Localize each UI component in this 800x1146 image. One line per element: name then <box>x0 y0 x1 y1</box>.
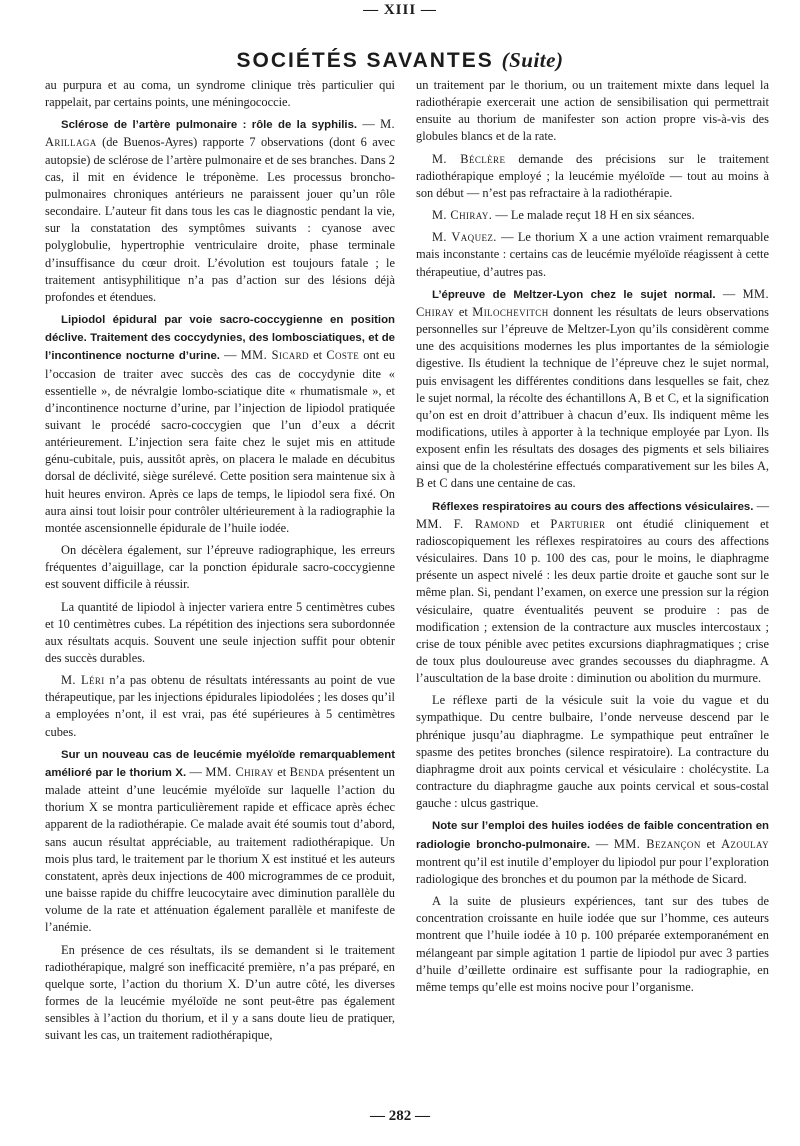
author-name: MM. Bezançon <box>613 836 701 851</box>
conjunction: et <box>458 304 468 319</box>
paragraph-text: donnent les résultats de leurs observations personnelles sur l’épreuve de Meltzer-Lyon qu’ils considèrent comme une des acquisitions modernes les plus importantes de la sémiologie digestive. Ils étudient la technique de l’épreuve chez le sujet normal, puis envisagent les différentes conditions dans lesquelles se fait, chez le sujet normal, la récolte des échantillons A, B et C, et la signification qu’on est en droit d’attribuer à chacun d’eux. Ils indiquent même les modifications, utiles à apporter à la technique employée par Lyon. Ils exposent enfin les résultats des dosages des pigments et sels biliaires ainsi que de la cholestérine effectués comparativement sur les biles A, B et C dans une centaine de cas. <box>416 304 769 491</box>
author-name: Coste <box>326 348 360 363</box>
section-heading: Note sur l’emploi des huiles iodées de faible concentration en radiologie broncho-pulmonaire. <box>416 820 769 851</box>
conjunction: et <box>277 764 287 779</box>
conjunction: et <box>706 836 716 851</box>
paragraph <box>45 672 395 741</box>
roman-page-number: — XIII — <box>363 2 437 18</box>
left-column <box>45 77 395 1049</box>
author-name: M. Vaquez. <box>432 230 497 245</box>
paragraph: Réflexes respiratoires au cours des affections vésiculaires. — MM. F. Ramond et Parturier ont étudié cliniquement et radioscopiquement les réflexes respiratoires au cours des affections vésiculaires. Dans 10 p. 100 des cas, pour le moins, le diaphragme présente un aspect nivelé : les deux partie droite et gauche sont sur le même plan. Si, pendant l’examen, on exerce une pression sur la région vésiculaire, quatre éventualités peuvent se produire : pas de modification ; extension de la contracture aux muscles intercostaux ; crise de toux pénible avec petites excursions diaphragmatiques ; crise de toux plus douloureuse avec grandes secousses du diaphragme. A l’auscultation de la base droite : diminution ou abolition du murmure. <box>416 498 769 686</box>
section-heading: Lipiodol épidural par voie sacro-coccygienne en position déclive. Traitement des coccydynies, des lombosciatiques, et de l’incontinence nocturne d’urine. <box>45 314 395 363</box>
paragraph <box>416 151 769 202</box>
author-name: M. Béclère <box>432 151 506 166</box>
running-head-suffix: (Suite) <box>501 48 564 72</box>
author-name: MM. Chiray <box>205 764 274 779</box>
author-name: MM. F. Ramond <box>416 516 520 531</box>
running-head <box>0 48 800 73</box>
paragraph: au purpura et au coma, un syndrome clinique très particulier qui rappelait, par certains points, une méningococcie. <box>45 78 395 110</box>
paragraph: Sur un nouveau cas de leucémie myéloïde remarquablement amélioré par le thorium X. — MM. Chiray et Benda présentent un malade atteint d’une leucémie myéloïde sur laquelle l’action du thorium X se montra particulièrement rapide et efficace après échec apparent de la radiothérapie. Ce malade avait été soumis tout d’abord, sans aucun résultat appréciable, au traitement radiothérapique. Un mois plus tard, le traitement par le thorium X est institué et les auteurs constatent, après deux injections de 400 microgrammes de ce produit, une baisse rapide du chiffre leucocytaire avec diminution parallèle du volume de la rate et atténuation également parallèle et manifeste de l’anémie. <box>45 748 395 935</box>
conjunction: et <box>530 516 540 531</box>
paragraph: L’épreuve de Meltzer-Lyon chez le sujet normal. — MM. Chiray et Milochevitch donnent les résultats de leurs observations personnelles sur l’épreuve de Meltzer-Lyon qu’ils considèrent comme une des acquisitions modernes les plus importantes de la sémiologie digestive. Ils étudient la technique de l’épreuve chez le sujet normal, puis envisagent les différentes conditions dans lesquelles se fait, chez le sujet normal, la récolte des échantillons A, B et C, et la signification qu’on est en droit d’attribuer à chacun d’eux. Ils indiquent même les modifications, utiles à apporter à la technique employée par Lyon. Ils exposent enfin les résultats des dosages des pigments et sels biliaires ainsi que de la cholestérine effectués comparativement sur les biles A, B et C dans une centaine de cas. <box>416 286 769 491</box>
paragraph: Note sur l’emploi des huiles iodées de faible concentration en radiologie broncho-pulmonaire. — MM. Bezançon et Azoulay montrent qu’il est inutile d’employer du lipiodol pur pour l’exploration radiologique des bronches et du poumon par la méthode de Sicard. <box>416 820 769 886</box>
author-name: M. Chiray. <box>432 208 493 223</box>
conjunction: et <box>313 348 323 363</box>
section-heading: L’épreuve de Meltzer-Lyon chez le sujet normal. <box>432 288 716 301</box>
paragraph-text: montrent qu’il est inutile d’employer du lipiodol pur pour l’exploration radiologique des bronches et du poumon par la méthode de Sicard. <box>416 854 769 886</box>
paragraph-text: — Le malade reçut 18 H en six séances. <box>495 208 695 223</box>
paragraph <box>416 207 769 224</box>
paragraph: Lipiodol épidural par voie sacro-coccygienne en position déclive. Traitement des coccydynies, des lombosciatiques, et de l’incontinence nocturne d’urine. — MM. Sicard et Coste ont eu l’occasion de traiter avec succès des cas de coccydynie dite « essentielle », de névralgie lombo-sciatique dite « rhumatismale », et d’incontinence nocturne d’urine, par l’injection de lipiodol pratiquée suivant le procédé sacro-coccygien que l’un d’eux a décrit antérieurement. L’injection sera faite chez le sujet mis en attitude génu-cubitale, puis, aussitôt après, on placera le malade en décubitus dorsal de déclivité, siège surélevé. Cette position sera maintenue six à huit heures environ. Après ce laps de temps, le lipiodol sera fixé. On aura ainsi tout loisir pour contrôler ultérieurement à la radiographie la montée ascensionnelle épidurale de l’huile iodée. <box>45 314 396 535</box>
paragraph: Le réflexe parti de la vésicule suit la voie du vague et du sympathique. Du centre bulbaire, l’onde nerveuse descend par le phrénique jusqu’au diaphragme. Le sympathique peut entraîner le spasme des petites bronches (silence respiratoire). La contracture du diaphragme droit aux points cervical et vésiculaire : cholécystite. La contracture du diaphragme gauche aux points cervical et sous-costal gauche : ulcus gastrique. <box>416 693 769 811</box>
right-column <box>416 77 769 1001</box>
running-head-title: SOCIÉTÉS SAVANTES <box>236 49 494 72</box>
section-heading: Réflexes respiratoires au cours des affections vésiculaires. <box>432 500 754 513</box>
author-name: Parturier <box>550 516 606 531</box>
author-name: Azoulay <box>721 836 769 851</box>
paragraph-text: n’a pas obtenu de résultats intéressants au point de vue thérapeutique, par les injections épidurales lipiodolées ; les doses qu’il a employées n’ont, il est vrai, pas été supérieures à 5 centimètres cubes. <box>45 673 395 739</box>
author-name: MM. Sicard <box>240 348 309 363</box>
paragraph-text: ont étudié cliniquement et radioscopiquement les réflexes respiratoires au cours des affections vésiculaires. Dans 10 p. 100 des cas, pour le moins, le diaphragme présente un aspect nivelé : les deux partie droite et gauche sont sur le même plan. Si, pendant l’examen, on exerce une pression sur la région vésiculaire, quatre éventualités peuvent se produire : pas de modification ; extension de la contracture aux muscles intercostaux ; crise de toux pénible avec petites excursions diaphragmatiques ; crise de toux plus douloureuse avec grandes secousses du diaphragme. A l’auscultation de la base droite : diminution ou abolition du murmure. <box>416 516 769 686</box>
paragraph <box>416 229 769 280</box>
paragraph-text: demande des précisions sur le traitement radiothérapique employé ; la leucémie myéloïde — tout au moins à son début — n’est pas refractaire à la radiothérapie. <box>416 151 769 200</box>
paragraph-text: — Le thorium X a une action vraiment remarquable mais inconstante : certains cas de leucémie myéloïde réagissent à cette thérapeutiue, d’autres pas. <box>416 230 770 279</box>
paragraph-text: présentent un malade atteint d’une leucémie myéloïde sur laquelle l’action du thorium X se montra particulièrement rapide et efficace après échec apparent de la radiothérapie. Ce malade avait été soumis tout d’abord, sans aucun résultat appréciable, au traitement radiothérapique. Un mois plus tard, le traitement par le thorium X est institué et les auteurs constatent, après deux injections de 400 microgrammes de ce produit, une baisse rapide du chiffre leucocytaire avec diminution parallèle du volume de la rate et atténuation également parallèle et manifeste de l’anémie. <box>45 764 395 935</box>
paragraph-text: ont eu l’occasion de traiter avec succès des cas de coccydynie dite « essentielle », de névralgie lombo-sciatique dite « rhumatismale », et d’incontinence nocturne d’urine, par l’injection de lipiodol pratiquée suivant le procédé sacro-coccygien que l’un d’eux a décrit antérieurement. L’injection sera faite chez le sujet mis en attitude génu-cubitale, puis, aussitôt après, on placera le malade en décubitus dorsal de déclivité, siège surélevé. Cette position sera maintenue six à huit heures environ. Après ce laps de temps, le lipiodol sera fixé. On aura ainsi tout loisir pour contrôler ultérieurement à la radiographie la montée ascensionnelle épidurale de l’huile iodée. <box>45 348 396 535</box>
author-name: MM. Chiray <box>416 286 769 319</box>
paragraph: A la suite de plusieurs expériences, tant sur des tubes de concentration croissante en huile iodée que sur l’homme, ces auteurs montrent que l’huile iodée à 10 p. 100 préparée extemporanément en mélangeant par simple agitation 1 partie de lipiodol pur avec 3 parties d’huile d’œillette ordinaire est suffisante pour la radiographie, en même temps qu’elle est moins nocive pour l’organisme. <box>416 894 769 994</box>
author-name: Benda <box>289 764 325 779</box>
author-name: Milochevitch <box>472 304 549 319</box>
paragraph: Sclérose de l’artère pulmonaire : rôle de la syphilis. — M. Arillaga (de Buenos-Ayres) rapporte 7 observations (dont 6 avec autopsie) de sclérose de l’artère pulmonaire et de ses branches. Dans 2 cas, il mit en évidence le tréponème. Les processus broncho-pulmonaires chroniques antérieurs ne paraissent jouer qu’un rôle secondaire. L’auteur fit dans tous les cas le diagnostic pendant la vie, sur la constatation des symptômes suivants : cyanose avec polyglobulie, hypertrophie ventriculaire droite, phase terminale d’insuffisance du cœur droit. L’évolution est toujours fatale ; le traitement antisyphilitique n’a pas d’action sur des lésions déjà profondes et étendues. <box>45 117 395 304</box>
paragraph: On décèlera également, sur l’épreuve radiographique, les erreurs fréquentes d’aiguillage, car la ponction épidurale sacro-coccygienne est souvent difficile à réussir. <box>45 543 395 592</box>
page-folio: — 282 — <box>370 1108 430 1124</box>
section-heading: Sur un nouveau cas de leucémie myéloïde remarquablement amélioré par le thorium X. <box>45 748 395 779</box>
paragraph: un traitement par le thorium, ou un traitement mixte dans lequel la radiothérapie exercerait une action de sensibilisation qui permettrait ensuite au thorium de manifester son action propre vis-à-vis des globules blancs et de la rate. <box>416 78 769 144</box>
paragraph: En présence de ces résultats, ils se demandent si le traitement radiothérapique, malgré son inefficacité première, n’a pas préparé, en quelque sorte, l’action du thorium X. D’un autre côté, les diverses formes de la leucémie myéloïde ne sont peut-être pas également sensibles à l’action du thorium, et il y a sans doute lieu de pratiquer, suivant les cas, un traitement radiothérapique, <box>45 942 395 1043</box>
author-name: M. Léri <box>61 673 105 688</box>
paragraph: La quantité de lipiodol à injecter variera entre 5 centimètres cubes et 10 centimètres cubes. La répétition des injections sera subordonnée aux résultats acquis. Souvent une seule injection suffit pour obtenir des succès durables. <box>45 599 395 665</box>
section-heading: Sclérose de l’artère pulmonaire : rôle de la syphilis. <box>61 119 358 132</box>
author-name: M. Arillaga <box>45 117 395 150</box>
paragraph-text: (de Buenos-Ayres) rapporte 7 observations (dont 6 avec autopsie) de sclérose de l’artère pulmonaire et de ses branches. Dans 2 cas, il mit en évidence le tréponème. Les processus broncho-pulmonaires chroniques antérieurs ne paraissent jouer qu’un rôle secondaire. L’auteur fit dans tous les cas le diagnostic pendant la vie, sur la constatation des symptômes suivants : cyanose avec polyglobulie, hypertrophie ventriculaire droite, phase terminale d’insuffisance du cœur droit. L’évolution est toujours fatale ; le traitement antisyphilitique n’a pas d’action sur des lésions déjà profondes et étendues. <box>45 135 395 304</box>
